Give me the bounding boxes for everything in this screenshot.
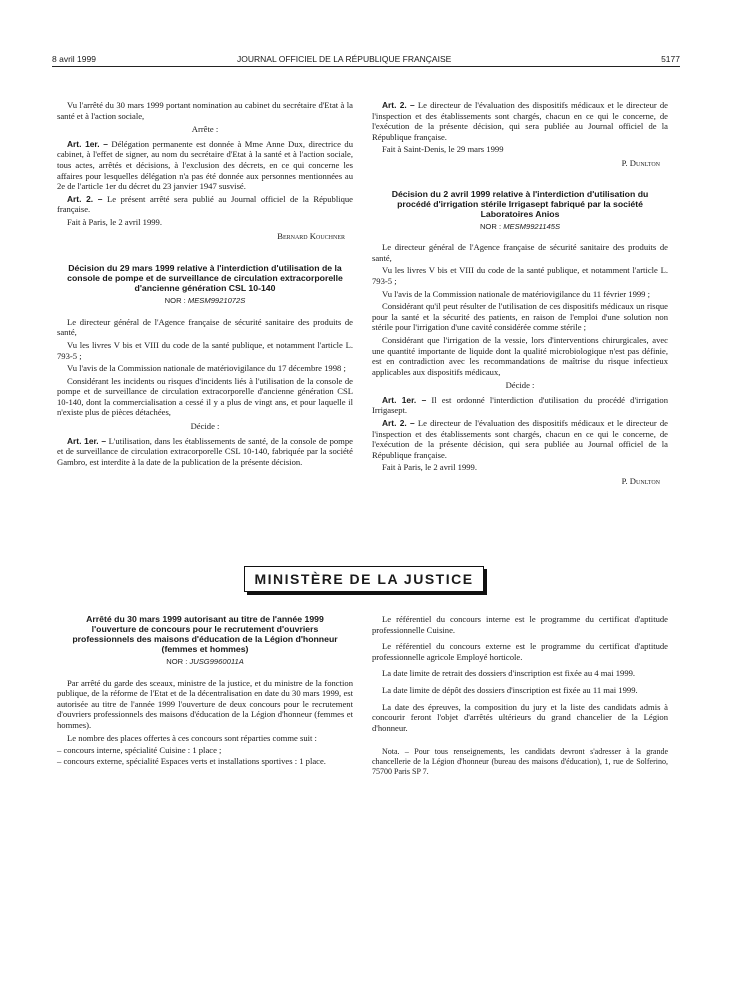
nota-footnote: Nota. – Pour tous renseignements, les candidats devront s'adresser à la grande chancellerie de la Légion d'honneur (bureau des maisons d'éducation), 1, rue de Solferino, 75700 Paris SP 7. [372, 747, 668, 776]
paragraph: La date limite de dépôt des dossiers d'inscription est fixée au 11 mai 1999. [382, 684, 638, 695]
arrete-title: Arrêté du 30 mars 1999 autorisant au titre de l'année 1999 l'ouverture de concours pour le recrutement d'ouvriers professionnels des maisons d'éducation de la Légion d'honneur (femmes et hommes) [72, 614, 338, 654]
article-text: L'utilisation, dans les établissements de santé, de la console de pompe et de surveillance de circulation extracorporelle CSL 10-140, fabriquée par la société Gambro, est interdite à la date de la publication de la présente décision. [57, 435, 353, 467]
paragraph: La date des épreuves, la composition du jury et la liste des candidats admis à concourir feront l'objet d'arrêtés ultérieurs du grand chancelier de la Légion d'honneur. [372, 701, 668, 733]
article-text: Le directeur de l'évaluation des dispositifs médicaux et le directeur de l'inspection et des établissements sont chargés, chacun en ce qui le concerne, de l'exécution de la présente décision, qui sera publiée au Journal officiel de la République française. [372, 418, 668, 460]
place-date: Fait à Saint-Denis, le 29 mars 1999 [382, 144, 504, 155]
paragraph: Le référentiel du concours interne est le programme du certificat d'aptitude professionnelle Cuisine. [372, 614, 668, 635]
article-text: Il est ordonné l'interdiction d'utilisation du procédé d'irrigation Irrigasept. [372, 394, 668, 416]
paragraph: La date limite de retrait des dossiers d'inscription est fixée au 4 mai 1999. [382, 668, 636, 679]
signature: P. Dunlton [621, 157, 660, 168]
place-date: Fait à Paris, le 2 avril 1999. [67, 216, 162, 227]
article [57, 194, 353, 215]
list-item: – concours interne, spécialité Cuisine : 1 place ; [57, 745, 222, 756]
paragraph: Considérant qu'il peut résulter de l'utilisation de ces dispositifs médicaux un risque pour la santé et la sécurité des patients, en raison de l'emploi d'une solution non stérile pour l'irrigation d'une cavité considérée comme stérile ; [372, 301, 668, 333]
signature: P. Dunlton [621, 476, 660, 487]
article-label: Art. 1er. – [67, 138, 108, 149]
right-column-bottom [372, 614, 668, 778]
paragraph: Le directeur général de l'Agence française de sécurité sanitaire des produits de santé, [57, 316, 353, 338]
paragraph: Vu les livres V bis et VIII du code de la santé publique, et notamment l'article L. 793-5 ; [57, 339, 353, 361]
header-date: 8 avril 1999 [52, 54, 96, 64]
paragraph: Considérant les incidents ou risques d'incidents liés à l'utilisation de la console de pompe et de surveillance de circulation extracorporelle d'ancienne génération CSL 10-140, dont la commercialisation a cessé il y a plus de vingt ans, et pour laquelle il n'existe plus de pièces détachées, [57, 375, 353, 418]
paragraph: Par arrêté du garde des sceaux, ministre de la justice, et du ministre de la fonction publique, de la réforme de l'Etat et de la décentralisation en date du 30 mars 1999, est autorisée au titre de l'année 1999 l'ouverture de deux concours pour le recrutement d'ouvriers professionnels des maisons d'éducation de la Légion d'honneur (femmes et hommes). [57, 677, 353, 730]
article [372, 395, 668, 416]
decision-title: Décision du 29 mars 1999 relative à l'interdiction d'utilisation de la console de pompe et de surveillance de circulation extracorporelle d'ancienne génération CSL 10-140 [67, 263, 343, 294]
signature: Bernard Kouchner [277, 230, 345, 241]
paragraph: Le référentiel du concours externe est le programme du certificat d'aptitude professionnelle agricole Employé horticole. [372, 641, 668, 662]
nor-label: NOR : [479, 221, 502, 231]
right-column-top [372, 100, 668, 493]
decide-label: Décide : [505, 380, 535, 391]
paragraph: Vu l'avis de la Commission nationale de matériovigilance du 11 février 1999 ; [382, 288, 651, 299]
paragraph: Considérant que l'irrigation de la vessie, lors d'interventions chirurgicales, avec une quantité importante de liquide dont la qualité microbiologique n'est pas définie, est en contradiction avec les recommandations de maîtrise du risque infectieux applicables aux dispositifs médicaux, [372, 334, 668, 377]
nor-code: MESM9921145S [503, 221, 561, 231]
ministry-banner: MINISTÈRE DE LA JUSTICE [244, 566, 484, 592]
nor-reference [57, 657, 353, 668]
decision-title: Décision du 2 avril 1999 relative à l'interdiction d'utilisation du procédé d'irrigation stérile Irrigasept fabriqué par la société Laboratoires Anios [391, 188, 649, 219]
nor-code: MESM9921072S [187, 296, 246, 306]
arrete-label: Arrête : [191, 124, 219, 135]
paragraph: Vu l'avis de la Commission nationale de matériovigilance du 17 décembre 1998 ; [67, 363, 346, 374]
paragraph: Vu les livres V bis et VIII du code de la santé publique, et notamment l'article L. 793-5 ; [372, 265, 668, 286]
article [372, 100, 668, 142]
left-column-top [57, 100, 353, 469]
article-label: Art. 2. – [67, 193, 103, 204]
article-label: Art. 2. – [382, 100, 415, 110]
nor-label: NOR : [164, 296, 186, 306]
nor-reference [372, 222, 668, 233]
article [57, 139, 353, 192]
article-text: Le directeur de l'évaluation des dispositifs médicaux et le directeur de l'inspection et des établissements sont chargés, chacun en ce qui le concerne, de l'exécution de la présente décision, qui sera publiée au Journal officiel de la République française. [372, 100, 668, 142]
paragraph: Le directeur général de l'Agence française de sécurité sanitaire des produits de santé, [372, 242, 668, 263]
list-item: – concours externe, spécialité Espaces verts et installations sportives : 1 place. [57, 755, 326, 766]
article [372, 418, 668, 460]
article-label: Art. 1er. – [382, 394, 427, 405]
paragraph: Vu l'arrêté du 30 mars 1999 portant nomination au cabinet du secrétaire d'Etat à la santé et à l'action sociale, [57, 100, 353, 121]
article-label: Art. 1er. – [67, 435, 107, 446]
place-date: Fait à Paris, le 2 avril 1999. [382, 462, 477, 473]
article-label: Art. 2. – [382, 418, 415, 429]
page-header [52, 52, 680, 67]
article-text: Le présent arrêté sera publié au Journal officiel de la République française. [57, 193, 353, 215]
article [57, 436, 353, 468]
header-title: JOURNAL OFFICIEL DE LA RÉPUBLIQUE FRANÇAISE [237, 54, 452, 64]
nor-code: JUSG9960011A [189, 657, 244, 666]
article-text: Délégation permanente est donnée à Mme Anne Dux, directrice du cabinet, à l'effet de signer, au nom du secrétaire d'Etat à la santé et à l'action sociale, tous actes, arrêtés et décisions, à l'exclusion des décrets, en ce qui concerne les affaires pour lesquelles délégation n'a pas été donnée aux personnes mentionnées au 2e de l'article 1er du décret du 23 janvier 1947 susvisé. [57, 138, 353, 192]
paragraph: Le nombre des places offertes à ces concours sont réparties comme suit : [67, 732, 317, 743]
decide-label: Décide : [190, 421, 220, 432]
nor-label: NOR : [166, 657, 188, 666]
left-column-bottom [57, 592, 353, 766]
header-page-number: 5177 [661, 54, 680, 64]
nor-reference [57, 296, 353, 307]
